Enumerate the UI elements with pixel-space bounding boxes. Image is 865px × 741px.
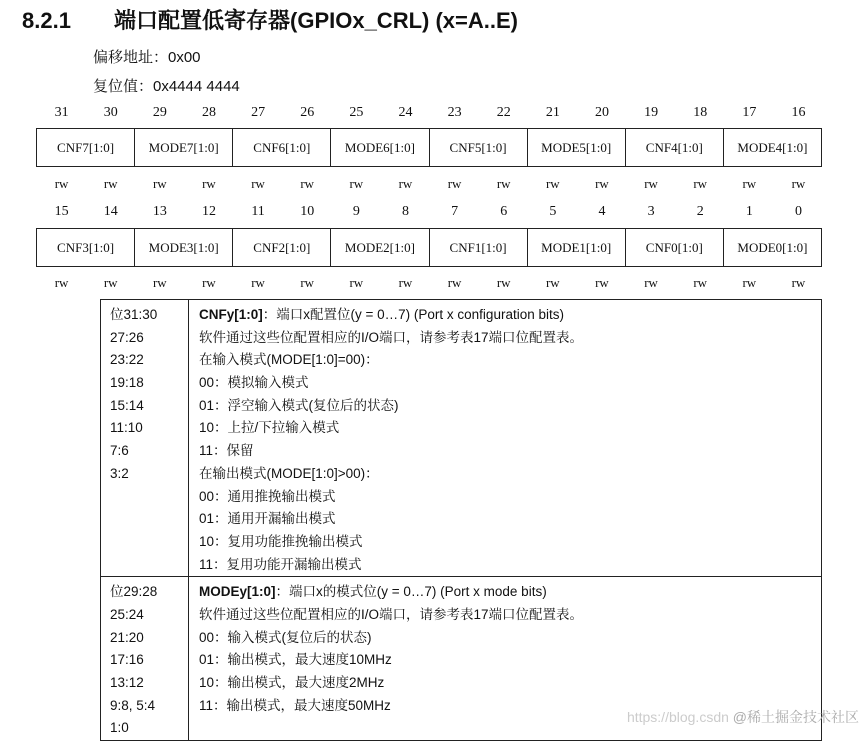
bit-number: 24 [398, 105, 413, 120]
description-line: 00：通用推挽输出模式 [199, 488, 336, 504]
field-name: CNFy[1:0] [199, 307, 263, 322]
section-number: 8.2.1 [22, 8, 71, 33]
bit-number: 16 [791, 105, 806, 120]
watermark-site: https://blog.csdn [626, 709, 729, 725]
description-line: 11：保留 [199, 443, 254, 459]
lower-register-row [36, 228, 822, 267]
bit-number: 2 [696, 204, 704, 219]
access-label: rw [251, 275, 265, 290]
description-line: 软件通过这些位配置相应的I/O端口，请参考表17端口位配置表。 [199, 606, 584, 622]
register-field-cnf0: CNF0[1:0] [626, 229, 724, 266]
lower-access-row [37, 275, 823, 291]
bit-number: 12 [201, 204, 216, 219]
bit-number: 11 [251, 204, 265, 219]
access-label: rw [152, 176, 167, 191]
bit-position: 17:16 [110, 652, 144, 668]
watermark [627, 707, 859, 727]
description-line: 软件通过这些位配置相应的I/O端口，请参考表17端口位配置表。 [199, 329, 584, 345]
description-cell [189, 300, 821, 576]
upper-access-row [37, 176, 823, 192]
description-line: 01：输出模式，最大速度10MHz [199, 652, 392, 668]
bit-number: 20 [594, 105, 609, 120]
access-label: rw [693, 275, 708, 290]
access-label: rw [54, 275, 69, 290]
access-label: rw [742, 275, 757, 290]
description-line: 10：复用功能推挽输出模式 [199, 533, 363, 549]
bit-number: 6 [500, 204, 508, 219]
lower-bit-numbers [37, 204, 823, 220]
bit-number: 18 [693, 105, 708, 120]
register-field-mode1: MODE1[1:0] [528, 229, 626, 266]
bit-number: 15 [54, 204, 69, 219]
register-field-cnf5: CNF5[1:0] [430, 129, 528, 166]
description-line: 01：浮空输入模式(复位后的状态) [199, 397, 399, 413]
bit-position: 21:20 [110, 629, 144, 645]
access-label: rw [791, 275, 806, 290]
bit-position: 9:8, 5:4 [110, 697, 156, 713]
access-label: rw [349, 176, 364, 191]
description-line: 10：上拉/下拉输入模式 [199, 420, 340, 436]
bit-number: 1 [745, 204, 753, 219]
bit-position: 19:18 [110, 375, 144, 391]
access-label: rw [103, 275, 118, 290]
access-label: rw [398, 176, 413, 191]
access-label: rw [496, 176, 511, 191]
description-line: 00：模拟输入模式 [199, 375, 309, 391]
bit-number: 22 [496, 105, 511, 120]
access-label: rw [693, 176, 708, 191]
bit-position: 3:2 [110, 465, 129, 481]
upper-register-row [36, 128, 822, 167]
register-field-cnf4: CNF4[1:0] [626, 129, 724, 166]
bit-positions-cell [101, 577, 189, 740]
bit-number: 9 [352, 204, 360, 219]
bit-number: 31 [54, 105, 69, 120]
bit-number: 0 [794, 204, 802, 219]
description-row-cnf [101, 300, 821, 577]
register-field-mode5: MODE5[1:0] [528, 129, 626, 166]
register-field-cnf1: CNF1[1:0] [430, 229, 528, 266]
bit-description-table [100, 299, 822, 741]
bit-number: 26 [300, 105, 315, 120]
offset-address: 偏移地址：0x00 [93, 49, 201, 66]
bit-position: 位31:30 [110, 307, 158, 322]
section-heading [22, 4, 518, 35]
description-line: 在输入模式(MODE[1:0]=00)： [199, 352, 379, 368]
bit-number: 30 [103, 105, 118, 120]
bit-number: 10 [300, 204, 315, 219]
access-label: rw [300, 176, 315, 191]
access-label: rw [545, 275, 560, 290]
description-line: 10：输出模式，最大速度2MHz [199, 675, 385, 690]
field-summary: ：端口x配置位(y = 0…7) (Port x configuration bits) [262, 307, 564, 322]
description-line: 01：通用开漏输出模式 [199, 511, 336, 527]
bit-number: 17 [742, 105, 757, 120]
register-field-mode7: MODE7[1:0] [135, 129, 233, 166]
bit-number: 19 [644, 105, 659, 120]
access-label: rw [496, 275, 511, 290]
field-summary: ：端口x的模式位(y = 0…7) (Port x mode bits) [275, 584, 547, 600]
bit-number: 29 [152, 105, 167, 120]
access-label: rw [103, 176, 118, 191]
description-line: 11：输出模式，最大速度50MHz [199, 697, 391, 713]
access-label: rw [300, 275, 315, 290]
access-label: rw [791, 176, 806, 191]
upper-bit-numbers [37, 105, 823, 121]
bit-number: 5 [549, 204, 557, 219]
description-line: 在输出模式(MODE[1:0]>00)： [199, 465, 379, 481]
bit-position: 1:0 [110, 720, 129, 736]
access-label: rw [54, 176, 69, 191]
access-label: rw [251, 176, 265, 191]
access-label: rw [595, 275, 609, 290]
register-field-mode4: MODE4[1:0] [737, 139, 808, 155]
bit-number: 8 [401, 204, 409, 219]
description-line: 00：输入模式(复位后的状态) [199, 629, 372, 645]
register-field-mode6: MODE6[1:0] [331, 129, 429, 166]
bit-number: 13 [152, 204, 167, 219]
register-field-mode3: MODE3[1:0] [135, 229, 233, 266]
bit-number: 25 [349, 105, 364, 120]
register-field-cnf2: CNF2[1:0] [233, 229, 331, 266]
bit-number: 23 [447, 105, 462, 120]
watermark-brand: @稀土掘金技术社区 [732, 709, 859, 725]
bit-position: 11:10 [110, 420, 143, 436]
bit-position: 23:22 [110, 352, 144, 368]
access-label: rw [595, 176, 609, 191]
access-label: rw [202, 176, 216, 191]
bit-number: 21 [545, 105, 560, 120]
register-field-mode2: MODE2[1:0] [331, 229, 429, 266]
register-field-cnf6: CNF6[1:0] [233, 129, 331, 166]
access-label: rw [152, 275, 167, 290]
access-label: rw [447, 275, 462, 290]
access-label: rw [398, 275, 413, 290]
bit-position: 15:14 [110, 397, 144, 413]
bit-positions-cell [101, 300, 189, 576]
register-field-mode0: MODE0[1:0] [737, 239, 808, 255]
bit-position: 位29:28 [110, 584, 158, 600]
access-label: rw [742, 176, 757, 191]
bit-number: 7 [451, 204, 459, 219]
bit-number: 4 [598, 204, 606, 219]
bit-number: 27 [251, 105, 266, 120]
access-label: rw [644, 176, 658, 191]
access-label: rw [349, 275, 364, 290]
bit-position: 27:26 [110, 329, 144, 345]
register-field-cnf7: CNF7[1:0] [37, 129, 135, 166]
field-heading [199, 581, 821, 604]
bit-position: 25:24 [110, 606, 144, 622]
bit-number: 14 [103, 204, 118, 219]
description-line: 11：复用功能开漏输出模式 [199, 556, 362, 572]
register-field-cnf3: CNF3[1:0] [37, 229, 135, 266]
field-name: MODEy[1:0] [199, 584, 276, 600]
bit-position: 7:6 [110, 443, 129, 459]
section-title: 端口配置低寄存器(GPIOx_CRL) (x=A..E) [114, 8, 518, 33]
bit-number: 3 [647, 204, 655, 219]
access-label: rw [202, 275, 216, 290]
bit-number: 28 [201, 105, 216, 120]
field-heading [199, 304, 821, 327]
access-label: rw [644, 275, 658, 290]
reset-value: 复位值：0x4444 4444 [93, 78, 240, 95]
access-label: rw [545, 176, 560, 191]
access-label: rw [447, 176, 462, 191]
bit-position: 13:12 [110, 675, 144, 690]
